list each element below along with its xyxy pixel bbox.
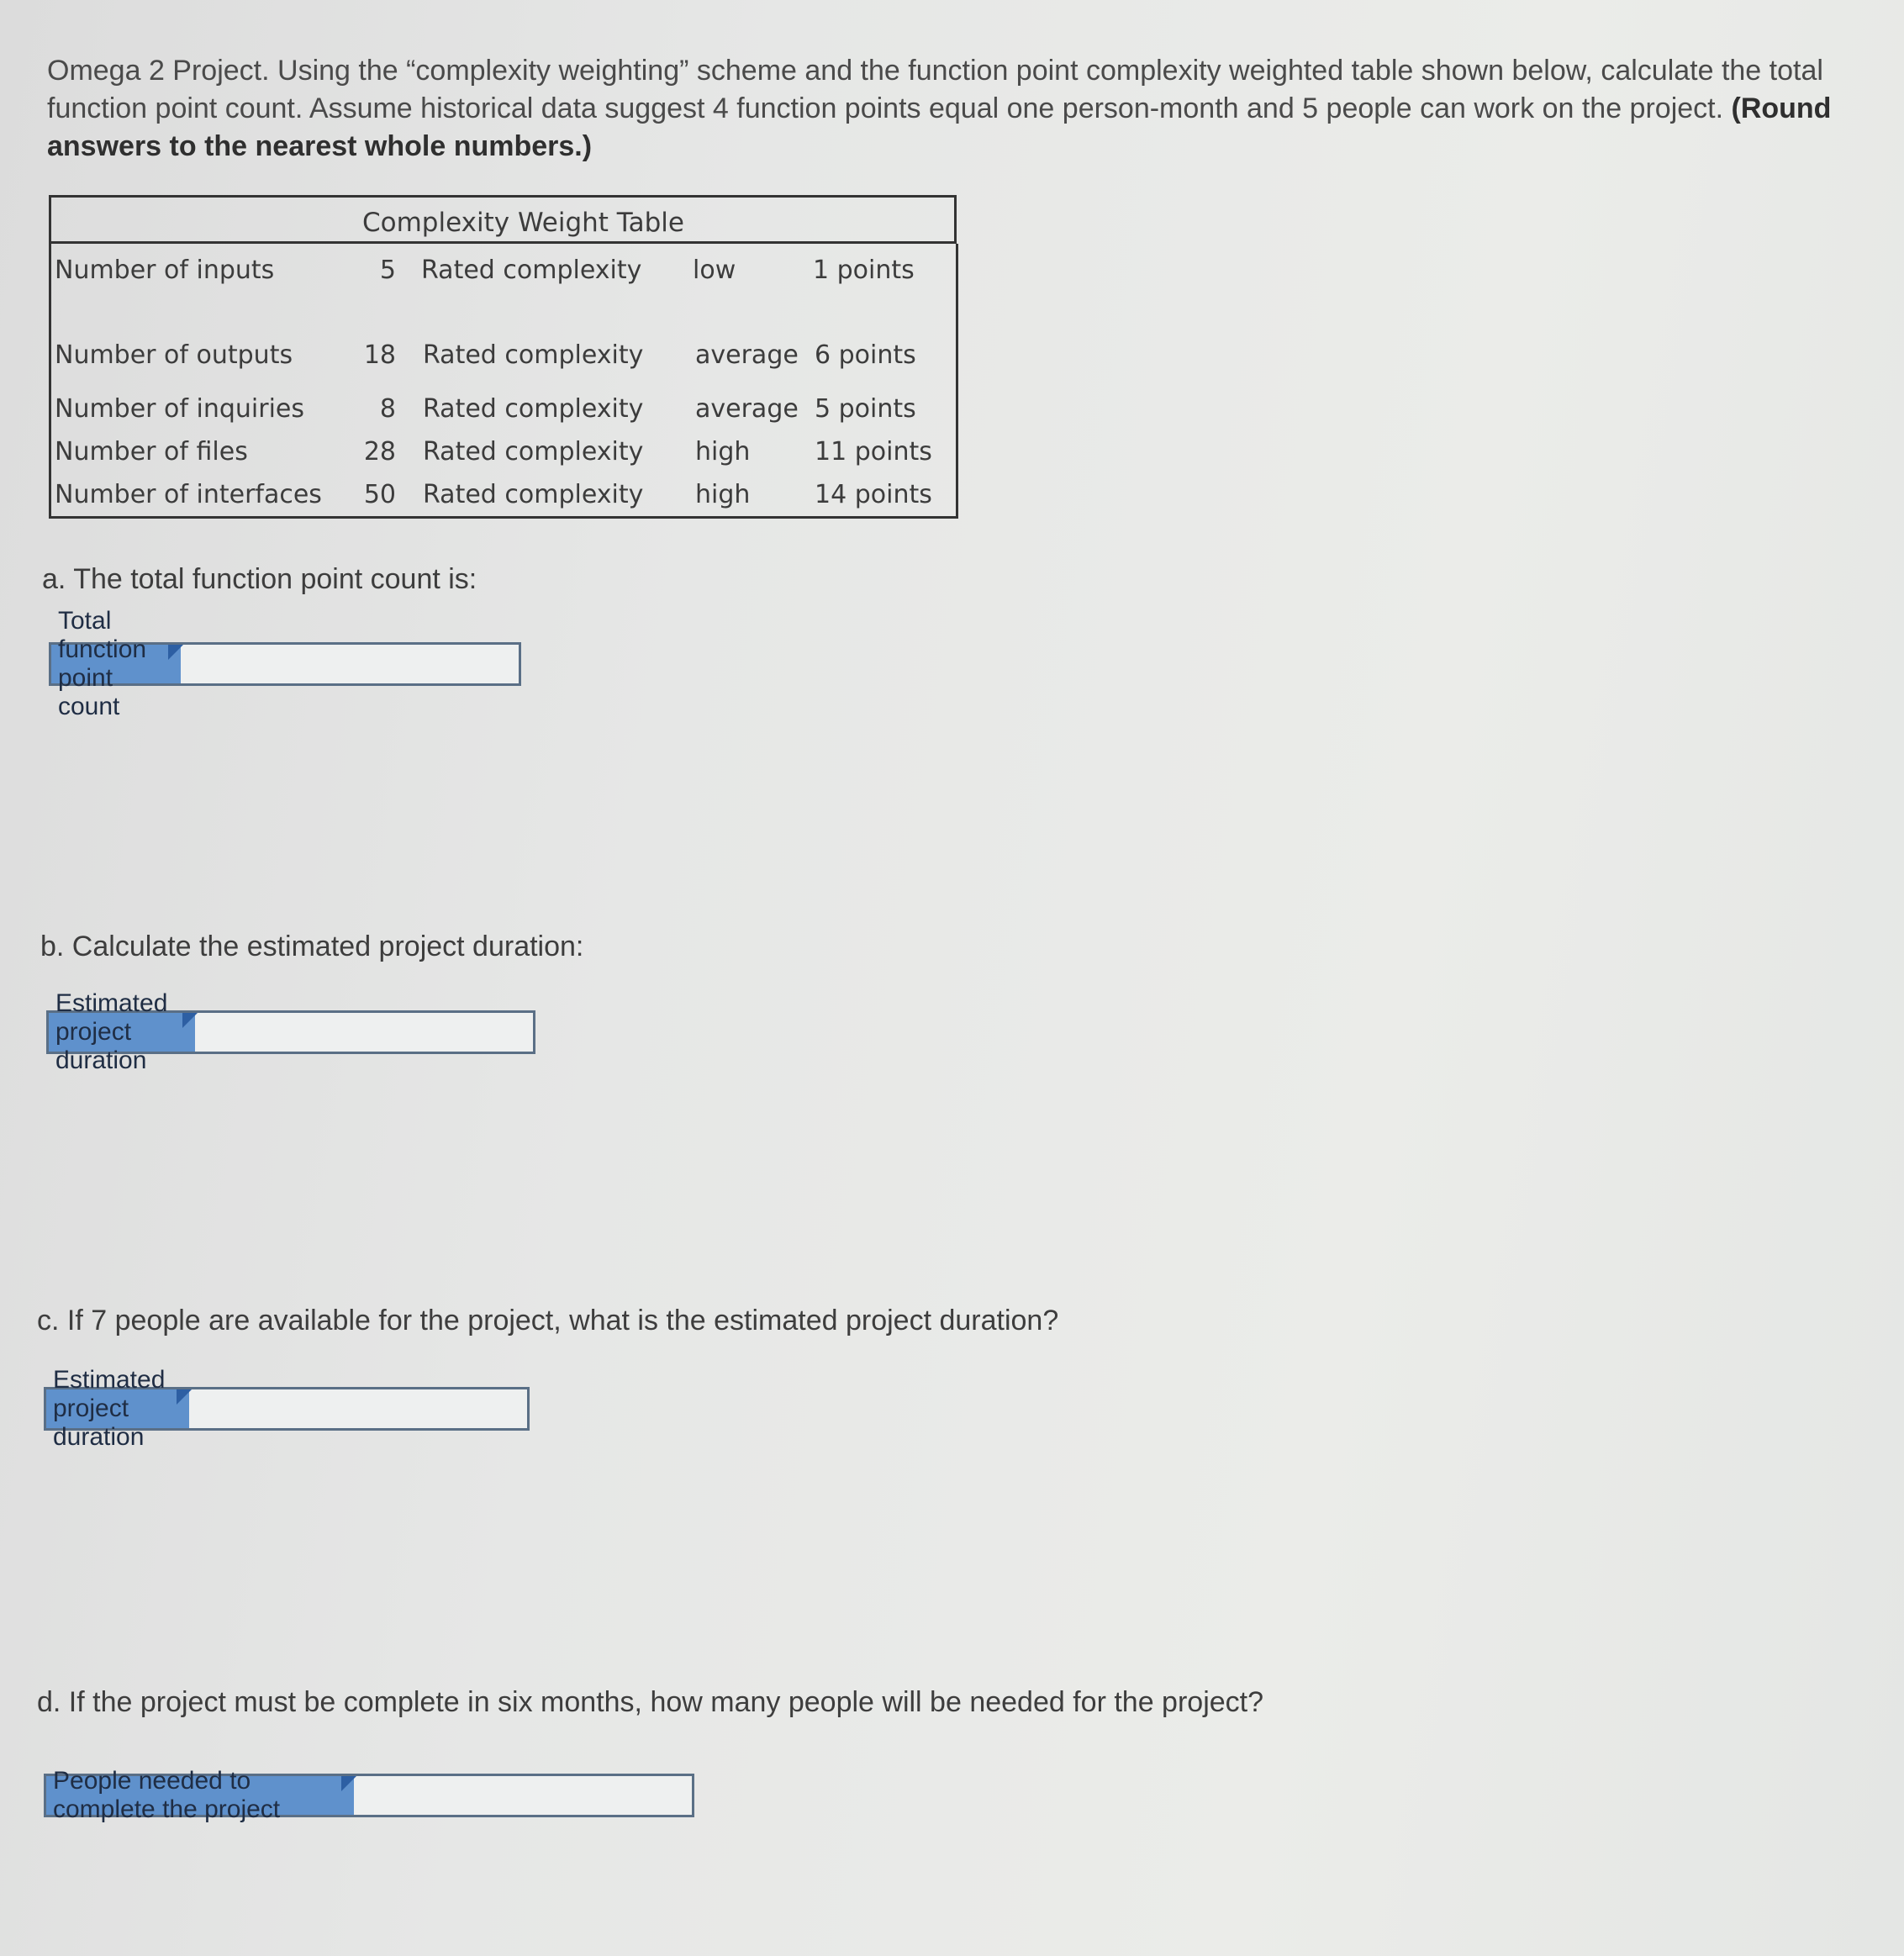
row-label: Number of inputs (55, 256, 275, 285)
row-level: average (695, 340, 799, 370)
row-count: 8 (379, 394, 396, 424)
answer-row-b (46, 989, 535, 1074)
people-needed-input[interactable] (354, 1776, 692, 1815)
table-row (51, 394, 959, 431)
people-needed-label: People needed to complete the project (46, 1776, 354, 1815)
estimated-project-duration-label: Estimated project duration (49, 1013, 195, 1052)
row-rated: Rated complexity (423, 480, 644, 509)
row-label: Number of inquiries (55, 394, 304, 424)
question-a-prompt: a. The total function point count is: (42, 563, 477, 595)
table-title: Complexity Weight Table (362, 208, 684, 238)
total-function-point-count-label: Total function point count (51, 645, 181, 683)
complexity-weight-table (49, 195, 958, 519)
row-level: high (695, 437, 751, 467)
question-c-prompt: c. If 7 people are available for the project, what is the estimated project duration? (37, 1305, 1059, 1337)
row-points: 11 points (815, 437, 932, 467)
row-level: average (695, 394, 799, 424)
table-row (51, 340, 959, 377)
question-d-prompt: d. If the project must be complete in six months, how many people will be needed for the project? (37, 1686, 1264, 1718)
row-points: 6 points (815, 340, 916, 370)
total-function-point-count-input[interactable] (181, 645, 519, 683)
row-points: 14 points (815, 480, 932, 509)
answer-row-c (44, 1366, 530, 1451)
row-points: 5 points (815, 394, 916, 424)
row-level: low (693, 256, 736, 285)
row-points: 1 points (813, 256, 915, 285)
table-row (51, 256, 959, 293)
row-rated: Rated complexity (423, 394, 644, 424)
row-rated: Rated complexity (423, 340, 644, 370)
row-label: Number of files (55, 437, 248, 467)
question-b-prompt: b. Calculate the estimated project duration: (40, 931, 584, 962)
row-rated: Rated complexity (421, 256, 642, 285)
answer-row-d (44, 1767, 694, 1823)
row-rated: Rated complexity (423, 437, 644, 467)
rounding-instruction: (Round answers to the nearest whole numbers.) (47, 92, 1832, 162)
answer-row-a (49, 607, 521, 720)
table-row (51, 480, 959, 517)
row-count: 50 (363, 480, 396, 509)
problem-statement (47, 52, 1863, 166)
table-title-box (49, 195, 957, 244)
table-row (51, 437, 959, 474)
problem-text: Omega 2 Project. Using the “complexity weighting” scheme and the function point complexity weighted table shown below, calculate the total function point count. Assume historical data suggest 4 function points equal one person-month and 5 people can work on the project. (47, 55, 1823, 124)
row-level: high (695, 480, 751, 509)
row-count: 18 (363, 340, 396, 370)
estimated-project-duration-input[interactable] (195, 1013, 533, 1052)
row-label: Number of interfaces (55, 480, 322, 509)
row-label: Number of outputs (55, 340, 293, 370)
estimated-project-duration-7-people-label: Estimated project duration (46, 1389, 189, 1428)
row-count: 28 (363, 437, 396, 467)
table-body (49, 244, 958, 519)
estimated-project-duration-7-people-input[interactable] (189, 1389, 527, 1428)
row-count: 5 (379, 256, 396, 285)
